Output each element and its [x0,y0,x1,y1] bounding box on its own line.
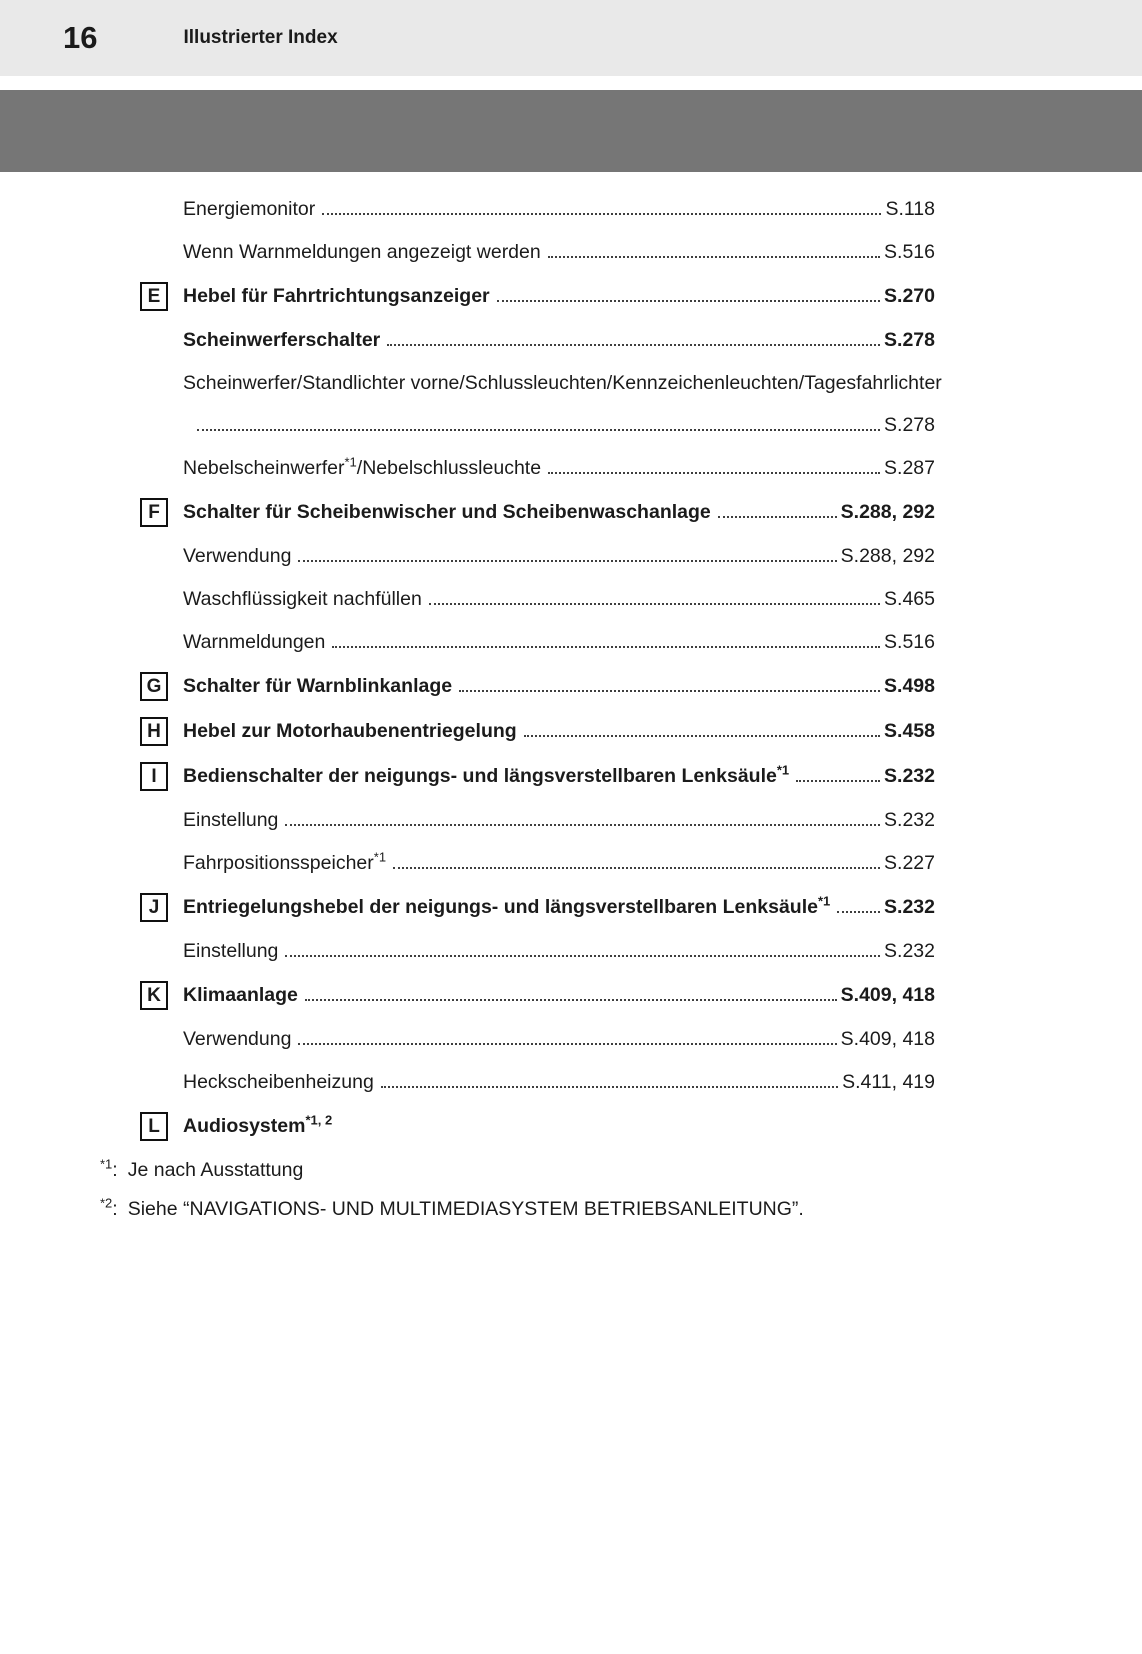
index-entry [140,586,935,613]
entry-text: Einstellung [183,940,279,962]
entry-label [183,327,380,354]
entry-label [183,1026,291,1053]
page-ref: S.287 [884,457,935,479]
page-ref: S.278 [884,414,935,436]
footnote-ref-sup: *1 [373,849,387,865]
dot-leader [298,1043,836,1045]
entry-label [183,543,291,570]
footnote-marker: *1 [100,1156,113,1172]
entry-text: Schalter für Warnblinkanlage [183,675,453,697]
letter-box: L [140,1112,168,1141]
footnotes [0,1157,1142,1223]
entry-text: Entriegelungshebel der neigungs- und längsverstellbaren Lenksäule [183,896,818,918]
dot-leader [197,429,880,431]
index-entry [140,282,935,311]
index-entry [140,196,935,223]
entry-text: Nebelscheinwerfer [183,457,345,479]
entry-text: Bedienschalter der neigungs- und längsverstellbaren Lenksäule [183,765,777,787]
section-title: Illustrierter Index [183,27,338,48]
dot-leader [718,516,837,518]
page-ref: S.516 [884,631,935,653]
footnote-colon: : [112,1198,118,1220]
dot-leader [459,690,880,692]
entry-label [183,1113,332,1140]
entry-text: Verwendung [183,545,292,567]
page-ref: S.278 [884,329,935,351]
letter-box: K [140,981,168,1010]
page-ref: S.232 [884,809,935,831]
page-ref: S.232 [884,896,935,918]
index-entry [140,629,935,656]
entry-text: Hebel für Fahrtrichtungsanzeiger [183,285,490,307]
entry-label [183,894,830,921]
entry-text: Schalter für Scheibenwischer und Scheibenwaschanlage [183,501,711,523]
entry-label [183,807,278,834]
footnote [100,1196,1082,1223]
letter-box: F [140,498,168,527]
entry-text: Fahrpositionsspeicher [183,852,374,874]
index-entry [140,850,935,877]
index-entry [140,807,935,834]
footnote-text: Siehe “NAVIGATIONS- UND MULTIMEDIASYSTEM BETRIEBSANLEITUNG”. [127,1198,804,1220]
page-ref: S.118 [885,198,935,220]
entry-text: Heckscheibenheizung [183,1071,374,1093]
index-list [0,172,1142,1141]
entry-text: Waschflüssigkeit nachfüllen [183,588,422,610]
page-ref: S.288, 292 [840,501,935,523]
page-ref: S.227 [884,852,935,874]
footnote-ref-sup: *1 [776,762,790,778]
entry-text: Verwendung [183,1028,292,1050]
entry-label [183,196,315,223]
page-ref: S.409, 418 [840,1028,935,1050]
index-entry [140,1069,935,1096]
index-entry [140,1026,935,1053]
page-ref: S.409, 418 [840,984,935,1006]
footnote-ref-sup: *1 [344,454,357,470]
footnote-colon: : [112,1159,118,1181]
letter-box: E [140,282,168,311]
letter-box: J [140,893,168,922]
entry-label [183,673,452,700]
entry-label [183,283,490,310]
index-entry [140,543,935,570]
index-entry [140,981,935,1010]
footnote-ref-sup: *1 [817,893,831,909]
page-header [0,0,1142,76]
entry-label [183,763,789,790]
dot-leader [796,780,880,782]
dot-leader [548,472,880,474]
entry-label [183,718,517,745]
index-entry [140,717,935,746]
dot-leader [548,256,880,258]
dot-leader [429,603,880,605]
entry-label [183,586,422,613]
index-entry [140,327,935,354]
index-entry [140,893,935,922]
entry-label [183,455,541,482]
index-entry [140,672,935,701]
index-entry [140,938,935,965]
page-ref: S.516 [884,241,935,263]
entry-text: Warnmeldungen [183,631,326,653]
index-entry [140,455,935,482]
entry-text: Audiosystem [183,1115,306,1137]
footnote [100,1157,1082,1184]
section-banner [0,90,1142,172]
entry-text: Klimaanlage [183,984,298,1006]
index-entry [140,498,935,527]
entry-text-post: /Nebelschlussleuchte [356,457,542,479]
dot-leader [524,735,880,737]
letter-box: I [140,762,168,791]
entry-text: Hebel zur Motorhaubenentriegelung [183,720,517,742]
dot-leader [322,213,881,215]
index-entry [140,370,942,439]
letter-box: G [140,672,168,701]
dot-leader [305,999,837,1001]
dot-leader [285,824,880,826]
entry-label [183,938,278,965]
entry-label [183,499,711,526]
entry-label [183,850,386,877]
dot-leader [332,646,880,648]
page-ref: S.232 [884,765,935,787]
entry-text: Energiemonitor [183,198,316,220]
entry-text: Einstellung [183,809,279,831]
dot-leader [497,300,880,302]
page-ref: S.458 [884,720,935,742]
dot-leader [298,560,836,562]
dot-leader [393,867,880,869]
dot-leader [381,1086,838,1088]
dot-leader [387,344,880,346]
dot-leader [837,911,880,913]
footnote-text: Je nach Ausstattung [127,1159,304,1181]
page-ref: S.411, 419 [842,1071,935,1093]
entry-label [183,1069,374,1096]
entry-label [183,239,541,266]
entry-text: Wenn Warnmeldungen angezeigt werden [183,241,541,263]
letter-box: H [140,717,168,746]
page-number: 16 [63,20,98,55]
entry-label [183,629,325,656]
index-entry [140,239,935,266]
page-ref: S.498 [884,675,935,697]
page-ref: S.232 [884,940,935,962]
entry-leader-line [183,412,935,439]
index-entry [140,1112,935,1141]
footnote-ref-sup: *1, 2 [305,1112,333,1128]
entry-label [183,982,298,1009]
dot-leader [285,955,880,957]
footnote-marker: *2 [100,1195,113,1211]
page-ref: S.270 [884,285,935,307]
page-ref: S.465 [884,588,935,610]
entry-label: Scheinwerfer/Standlichter vorne/Schlussleuchten/Kennzeichenleuchten/Tagesfahrlichter [183,372,942,394]
entry-text: Scheinwerferschalter [183,329,381,351]
index-entry [140,762,935,791]
page-ref: S.288, 292 [840,545,935,567]
